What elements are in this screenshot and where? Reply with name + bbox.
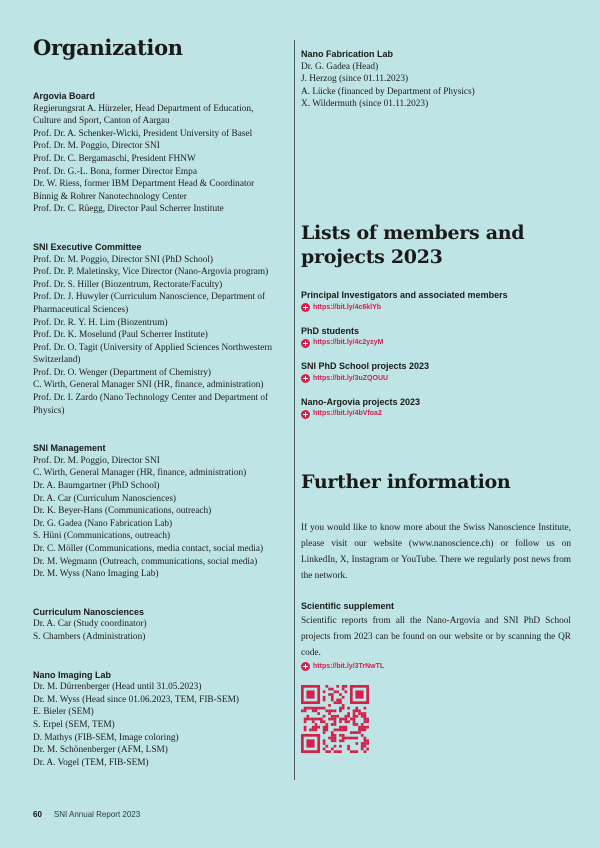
link-url: https://bit.ly/3TrNwTL [313, 662, 385, 670]
list-heading: PhD students [301, 325, 360, 336]
section-heading: Nano Fabrication Lab [301, 49, 394, 59]
further-info-title: Further information [301, 471, 511, 494]
list-item: Dr. K. Beyer-Hans (Communications, outreach) [33, 506, 212, 517]
plus-circle-icon [301, 374, 310, 383]
list-item: Prof. Dr. G.-L. Bona, former Director Empa [33, 166, 197, 177]
section-heading: Nano Imaging Lab [33, 669, 112, 680]
further-info-section [301, 470, 571, 753]
right-column [301, 48, 571, 753]
list-item: Dr. A. Car (Curriculum Nanosciences) [33, 493, 177, 504]
section-nano-fabrication-lab [301, 48, 571, 111]
list-item: Prof. Dr. O. Wenger (Department of Chemistry) [33, 367, 212, 378]
link-url: https://bit.ly/4c2yzyM [313, 339, 384, 347]
list-block-pis [301, 289, 571, 314]
qr-code-icon[interactable] [301, 685, 369, 753]
list-item: S. Chambers (Administration) [33, 631, 146, 642]
section-heading: SNI Executive Committee [33, 241, 142, 252]
page-number: 60 [33, 810, 42, 819]
supplement-heading: Scientific supplement [301, 601, 395, 612]
list-item: Prof. Dr. M. Poggio, Director SNI [33, 455, 160, 466]
further-info-paragraph: If you would like to know more about the Swiss Nanoscience Institute, please visit our website (www.nanoscience.ch) or follow us on LinkedIn, X, Instagram or YouTube. There we regularly post news from the network. [301, 523, 571, 582]
list-item: Pharmaceutical Sciences) [33, 304, 129, 315]
list-item: Prof. Dr. S. Hiller (Biozentrum, Rectorate/Faculty) [33, 279, 223, 290]
page-footer [33, 810, 140, 819]
section-nano-imaging-lab [33, 669, 283, 770]
column-divider [294, 40, 295, 780]
list-block-phd-projects [301, 360, 571, 385]
plus-circle-icon [301, 662, 310, 671]
section-argovia-board [33, 90, 283, 216]
list-item: J. Herzog (since 01.11.2023) [301, 74, 409, 85]
list-item: D. Mathys (FIB-SEM, Image coloring) [33, 732, 179, 743]
page-title: Organization [33, 35, 183, 60]
list-item: Prof. Dr. P. Maletinsky, Vice Director (Nano-Argovia program) [33, 267, 269, 278]
list-item: Prof. Dr. J. Huwyler (Curriculum Nanoscience, Department of [33, 292, 266, 303]
left-column [33, 36, 283, 769]
list-item: Prof. Dr. I. Zardo (Nano Technology Center and Department of [33, 393, 269, 404]
list-item: Prof. Dr. M. Poggio, Director SNI [33, 141, 160, 152]
list-item: S. Erpel (SEM, TEM) [33, 719, 115, 730]
plus-circle-icon [301, 339, 310, 348]
plus-circle-icon [301, 303, 310, 312]
list-item: X. Wildermuth (since 01.11.2023) [301, 99, 429, 110]
link-url: https://bit.ly/4bVfoa2 [313, 410, 382, 418]
section-sni-management [33, 442, 283, 581]
list-item: E. Bieler (SEM) [33, 707, 94, 718]
list-item: Prof. Dr. R. Y. H. Lim (Biozentrum) [33, 317, 168, 328]
list-item: Dr. M. Dürrenberger (Head until 31.05.2023) [33, 682, 202, 693]
phd-projects-link[interactable] [301, 373, 571, 385]
list-item: Prof. Dr. K. Moselund (Paul Scherrer Institute) [33, 330, 208, 341]
list-item: Culture and Sport, Canton of Aargau [33, 116, 170, 127]
list-item: Physics) [33, 405, 65, 416]
section-curriculum-nanosciences [33, 606, 283, 644]
list-item: Dr. M. Schönenberger (AFM, LSM) [33, 745, 168, 756]
lists-title [301, 221, 571, 269]
pi-list-link[interactable] [301, 302, 571, 314]
list-heading: Principal Investigators and associated members [301, 289, 508, 300]
list-item: Dr. C. Möller (Communications, media contact, social media) [33, 544, 264, 554]
list-item: Switzerland) [33, 355, 81, 366]
list-heading: Nano-Argovia projects 2023 [301, 396, 421, 407]
plus-circle-icon [301, 410, 310, 419]
list-item: C. Wirth, General Manager (HR, finance, administration) [33, 468, 247, 479]
list-block-phd [301, 325, 571, 350]
section-heading: Argovia Board [33, 91, 96, 101]
lists-title-line-1: Lists of members and [301, 221, 525, 244]
list-item: Dr. W. Riess, former IBM Department Head & Coordinator [33, 179, 255, 190]
list-item: Prof. Dr. A. Schenker-Wicki, President University of Basel [33, 128, 253, 139]
list-item: Dr. M. Wyss (Nano Imaging Lab) [33, 569, 159, 580]
list-item: Dr. A. Baumgartner (PhD School) [33, 481, 160, 492]
nano-argovia-link[interactable] [301, 408, 571, 420]
scientific-supplement [301, 600, 571, 753]
phd-students-link[interactable] [301, 337, 571, 349]
list-item: Dr. G. Gadea (Head) [301, 61, 379, 72]
publication-name: SNI Annual Report 2023 [53, 810, 141, 819]
list-item: Dr. A. Car (Study coordinator) [33, 619, 147, 630]
list-item: Prof. Dr. M. Poggio, Director SNI (PhD School) [33, 254, 213, 265]
list-item: Dr. M. Wyss (Head since 01.06.2023, TEM, FIB-SEM) [33, 694, 239, 705]
section-heading: SNI Management [33, 443, 106, 454]
list-block-nano-argovia [301, 396, 571, 421]
list-item: Dr. M. Wegmann (Outreach, communications, social media) [33, 556, 258, 567]
lists-title-line-2: projects 2023 [301, 245, 443, 268]
lists-section [301, 221, 571, 420]
link-url: https://bit.ly/3uZQOUU [313, 374, 389, 382]
list-item: Prof. Dr. O. Tagit (University of Applied Sciences Northwestern [33, 342, 273, 353]
list-heading: SNI PhD School projects 2023 [301, 361, 430, 372]
section-heading: Curriculum Nanosciences [33, 606, 145, 617]
list-item: Prof. Dr. C. Rüegg, Director Paul Scherrer Institute [33, 204, 224, 215]
supplement-text: Scientific reports from all the Nano-Argovia and SNI PhD School projects from 2023 can be found on our website or by scanning the QR code. [301, 615, 571, 658]
supplement-link[interactable] [301, 661, 571, 673]
list-item: S. Hüni (Communications, outreach) [33, 531, 171, 542]
list-item: A. Lücke (financed by Department of Physics) [301, 86, 475, 97]
list-item: Binnig & Rohrer Nanotechnology Center [33, 191, 187, 202]
list-item: Dr. G. Gadea (Nano Fabrication Lab) [33, 518, 173, 529]
list-item: Prof. Dr. C. Bergamaschi, President FHNW [33, 153, 196, 164]
list-item: Dr. A. Vogel (TEM, FIB-SEM) [33, 757, 149, 768]
section-executive-committee [33, 241, 283, 417]
list-item: Regierungsrat A. Hürzeler, Head Department of Education, [33, 103, 254, 114]
list-item: C. Wirth, General Manager SNI (HR, finance, administration) [33, 380, 264, 391]
link-url: https://bit.ly/4c6klYb [313, 303, 382, 311]
